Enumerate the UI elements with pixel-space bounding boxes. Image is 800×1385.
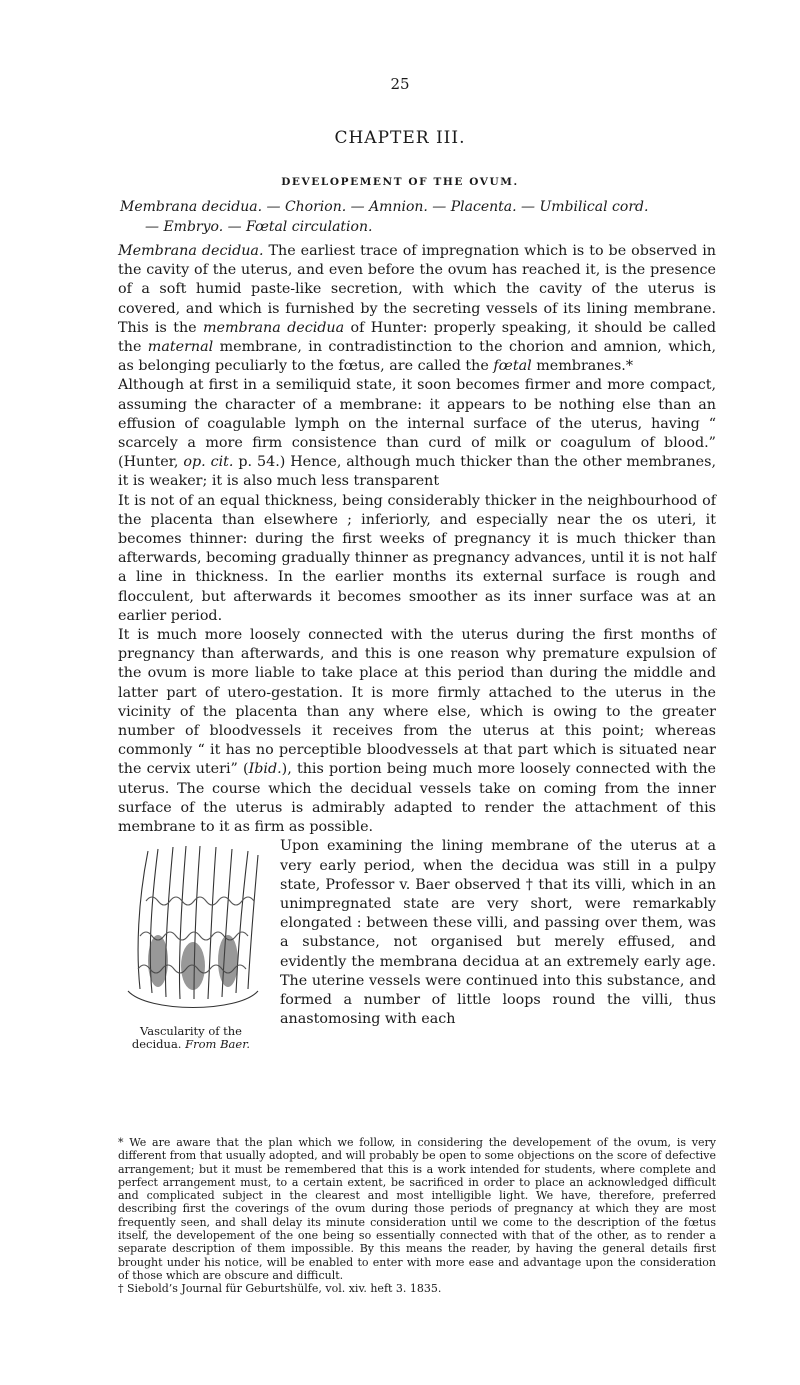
chapter-title: CHAPTER III.	[334, 128, 466, 148]
paragraph-thickness: It is not of an equal thickness, being considerably thicker in the neighbourhood of the placenta than elsewhere ; inferiorly, and especially near the os uteri, it becomes thinner: during the first weeks of pregnancy it is much thicker than afterwards, becoming gradually thinner as pregnancy advances, until it is not half a line in thickness. In the earlier months its external surface is rough and flocculent, but afterwards it becomes smoother as its inner surface was at an earlier period.	[118, 492, 716, 624]
contents-line-2: — Embryo. — Fœtal circulation.	[145, 219, 373, 235]
figure-illustration	[118, 841, 268, 1019]
contents-line-1: Membrana decidua. — Chorion. — Amnion. — Placenta. — Umbilical cord.	[120, 199, 649, 215]
text-run: membranes.*	[531, 358, 633, 375]
figure-vessel-loop	[146, 897, 254, 905]
paragraph-decidua-intro	[118, 242, 716, 376]
figure-villus	[165, 847, 173, 997]
paragraph-consistence	[118, 376, 716, 491]
figure-caption-text: Vascularity of the decidua.	[131, 1024, 242, 1052]
text-run: ), this portion being much more loosely connected with the uterus. The course which the decidual vessels take on coming from the inner surface of the uterus is admirably adapted to render the attachment of this membrane to it as firm as possible.	[118, 761, 716, 836]
text-run: The earliest trace of impregnation which is to be observed in the cavity of the uterus, and even before the ovum has reached it, is the presence of a soft humid paste-like secretion, with which the cavity of the uterus is covered, and which is furnished by the secreting vessels of its lining membrane. This is the	[118, 243, 716, 336]
paragraph-connection	[118, 626, 716, 837]
text-run: membrane, in contradistinction to the chorion and amnion, which, as belonging peculiarly to the fœtus, are called the	[118, 339, 716, 375]
text-run: Ibid.	[248, 761, 282, 778]
body-text	[118, 242, 716, 1066]
paragraph-baer-observation: Upon examining the lining membrane of the uterus at a very early period, when the decidua was still in a pulpy state, Professor v. Baer observed † that its villi, which in an unimpregnated state are very short, were remarkably elongated : between these villi, and passing over them, was a substance, not organised but merely effused, and evidently the membrana decidua at an extremely early age. The uterine vessels were continued into this substance, and formed a number of little loops round the villi, thus anastomosing with each	[280, 838, 716, 1028]
figure-villus	[138, 851, 148, 989]
footnotes	[118, 1136, 716, 1296]
figure-caption	[118, 1025, 268, 1051]
figure-shading	[218, 935, 238, 987]
page-number: 25	[390, 75, 410, 93]
figure-caption-source: From Baer.	[185, 1037, 251, 1052]
section-title: DEVELOPEMENT OF THE OVUM.	[281, 176, 519, 188]
chapter-contents	[120, 197, 720, 237]
text-run: maternal	[147, 339, 214, 356]
text-run: p. 54.) Hence, although much thicker than the other membranes, it is weaker; it is also much less transparent	[118, 454, 717, 490]
figure-base-curve	[128, 991, 258, 1008]
figure-decidua-vascularity	[118, 841, 268, 1066]
footnote-arrangement: * We are aware that the plan which we follow, in considering the developement of the ovum, is very different from that usually adopted, and will probably be open to some objections on the score of defective arrangement; but it must be remembered that this is a work intended for students, where complete and perfect arrangement must, to a certain extent, be sacrificed in order to place an acknowledged difficult and complicated subject in the clearest and most intelligible light. We have, therefore, preferred describing first the coverings of the ovum during those periods of pregnancy at which they are most frequently seen, and shall delay its minute consideration until we come to the description of the fœtus itself, the developement of the one being so essentially connected with that of the other, as to render a separate description of them impossible. By this means the reader, by having the general details first brought under his notice, will be enabled to enter with more ease and advantage upon the consideration of those which are obscure and difficult.	[118, 1136, 716, 1282]
figure-villus	[208, 847, 216, 999]
text-run: It is much more loosely connected with the uterus during the first months of pregnancy than afterwards, and this is one reason why premature expulsion of the ovum is more liable to take place at this period than during the middle and latter part of utero-gestation. It is more firmly attached to the uterus in the vicinity of the placenta than any where else, which is owing to the greater number of bloodvessels it receives from the uterus at this point; whereas commonly “ it has no perceptible bloodvessels at that part which is situated near the cervix uteri” (	[118, 627, 716, 778]
figure-shading	[181, 942, 205, 990]
text-run: Although at first in a semiliquid state, it soon becomes firmer and more compact, assuming the character of a membrane: it appears to be nothing else than an effusion of coagulable lymph on the internal surface of the uterus, having “ scarcely a more firm consistence than curd of milk or coagulum of blood.” (Hunter,	[118, 377, 716, 471]
text-run: fœtal	[493, 358, 532, 375]
figure-villus	[236, 851, 248, 993]
text-run: membrana decidua	[202, 319, 345, 336]
figure-shading	[148, 935, 168, 987]
text-run: op. cit.	[183, 454, 234, 471]
footnote-citation: † Siebold’s Journal für Geburtshülfe, vol. xiv. heft 3. 1835.	[118, 1282, 442, 1296]
text-run: of Hunter: properly speaking, it should be called the	[118, 319, 716, 356]
paragraph-lead: Membrana decidua.	[118, 243, 264, 259]
figure-villus	[248, 855, 258, 989]
